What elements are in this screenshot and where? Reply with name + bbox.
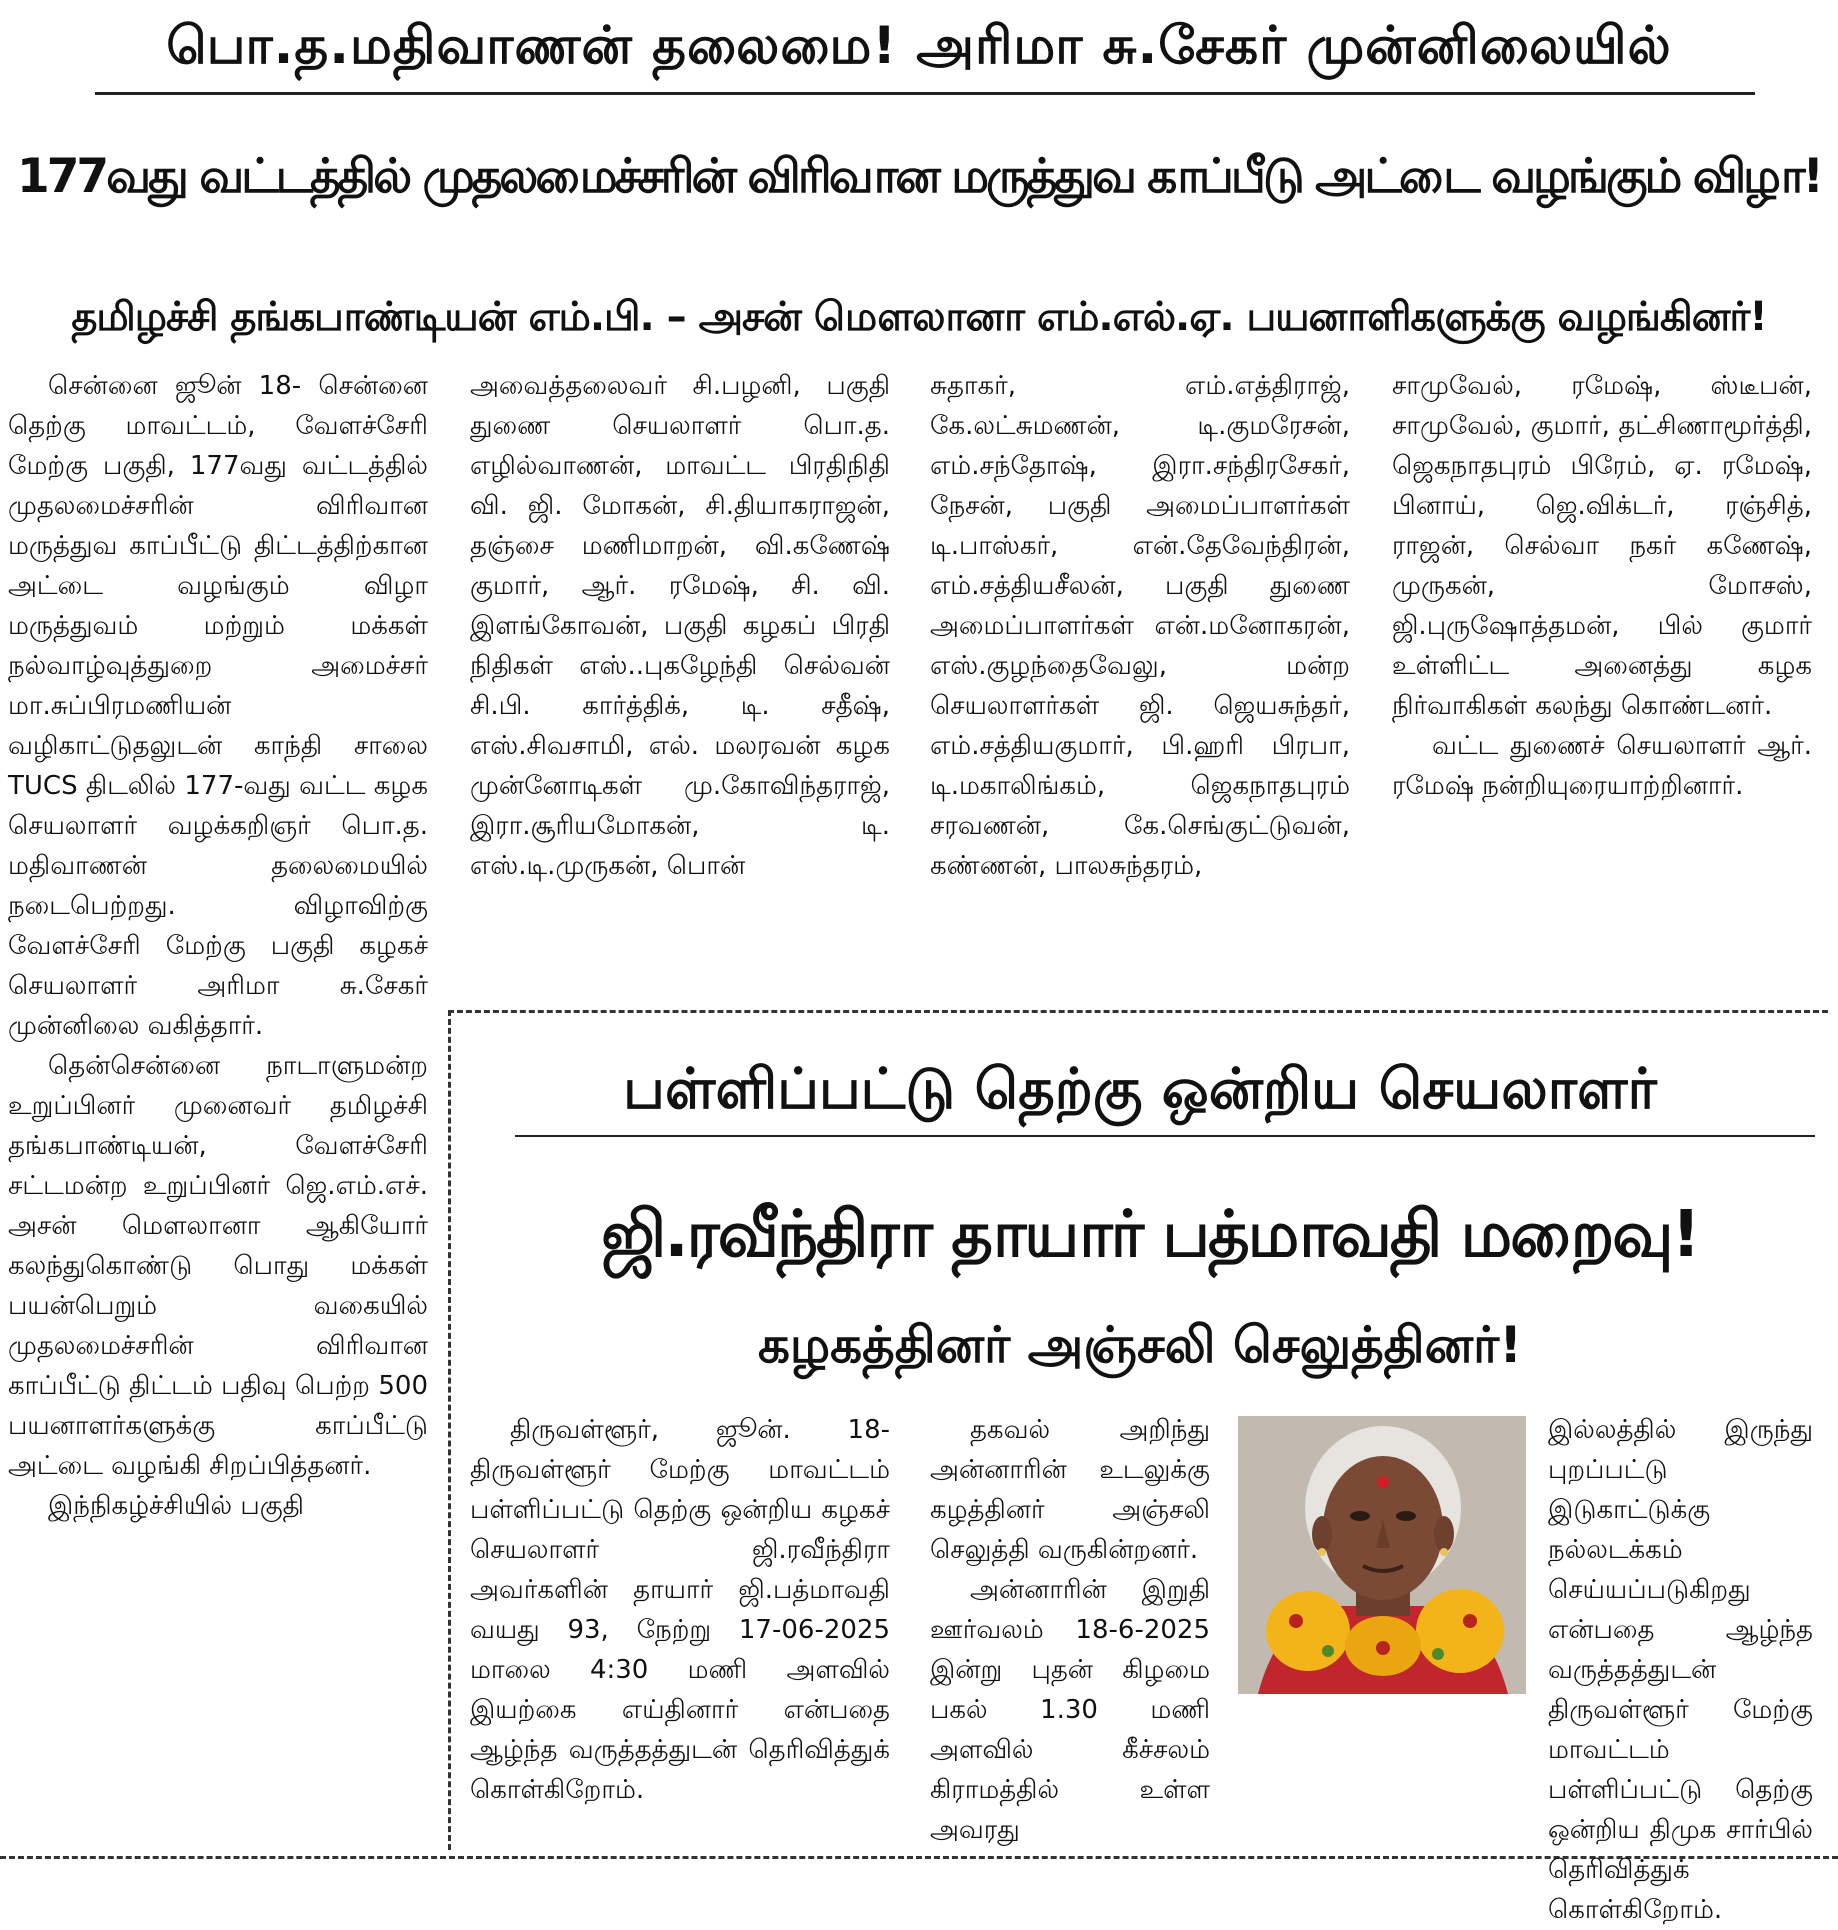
obituary-kicker-rule	[515, 1135, 1815, 1137]
kicker-rule	[95, 92, 1755, 95]
story-column-1	[8, 366, 428, 1850]
obituary-column-1	[470, 1410, 890, 1850]
obituary-col2-para-2: அன்னாரின் இறுதி ஊர்வலம் 18-6-2025 இன்று புதன் கிழமை பகல் 1.30 மணி அளவில் கீச்சலம் கிராமத்தில் உள்ள அவரது	[930, 1575, 1210, 1845]
story-column-3	[930, 366, 1350, 1006]
story-col1-para-2: தென்சென்னை நாடாளுமன்ற உறுப்பினர் முனைவர் தமிழச்சி தங்கபாண்டியன், வேளச்சேரி சட்டமன்ற உறுப்பினர் ஜெ.எம்.எச். அசன் மௌலானா ஆகியோர் கலந்துகொண்டு பொது மக்கள் பயன்பெறும் வகையில் முதலமைச்சரின் விரிவான காப்பீட்டு திட்டம் பதிவு பெற்ற 500 பயனாளர்களுக்கு காப்பீட்டு அட்டை வழங்கி சிறப்பித்தனர்.	[8, 1051, 428, 1481]
story-column-2	[470, 366, 890, 1006]
portrait-illustration	[1238, 1416, 1526, 1694]
obituary-col1-text: திருவள்ளூர், ஜூன். 18- திருவள்ளூர் மேற்கு மாவட்டம் பள்ளிப்பட்டு தெற்கு ஒன்றிய கழகச் செயலாளர் ஜி.ரவீந்திரா அவர்களின் தாயார் ஜி.பத்மாவதி வயது 93, நேற்று 17-06-2025 மாலை 4:30 மணி அளவில் இயற்கை எய்தினார் என்பதை ஆழ்ந்த வருத்தத்துடன் தெரிவித்துக் கொள்கிறோம்.	[470, 1415, 890, 1805]
story-col4-para-2: வட்ட துணைச் செயலாளர் ஆர். ரமேஷ் நன்றியுரையாற்றினார்.	[1392, 731, 1812, 801]
obituary-col2-para-1: தகவல் அறிந்து அன்னாரின் உடலுக்கு கழத்தினர் அஞ்சலி செலுத்தி வருகின்றனர்.	[930, 1415, 1210, 1565]
obituary-col3-text: இல்லத்தில் இருந்து புறப்பட்டு இடுகாட்டுக்கு நல்லடக்கம் செய்யப்படுகிறது என்பதை ஆழ்ந்த வருத்தத்துடன் திருவள்ளூர் மேற்கு மாவட்டம் பள்ளிப்பட்டு தெற்கு ஒன்றிய திமுக சார்பில் தெரிவித்துக் கொள்கிறோம்.	[1548, 1415, 1813, 1925]
obituary-column-3	[1548, 1410, 1813, 1925]
obituary-subheadline: கழகத்தினர் அஞ்சலி செலுத்தினர்!	[757, 1316, 1523, 1374]
story-col3-text: சுதாகர், எம்.எத்திராஜ், கே.லட்சுமணன், டி.குமரேசன், எம்.சந்தோஷ், இரா.சந்திரசேகர், நேசன், பகுதி அமைப்பாளர்கள் டி.பாஸ்கர், என்.தேவேந்திரன், எம்.சத்தியசீலன், பகுதி துணை அமைப்பாளர்கள் என்.மனோகரன், எஸ்.குழந்தைவேலு, மன்ற செயலாளர்கள் ஜி. ஜெயசுந்தர், எம்.சத்தியகுமார், பி.ஹரி பிரபா, டி.மகாலிங்கம், ஜெகநாதபுரம் சரவணன், கே.செங்குட்டுவன், கண்ணன், பாலசுந்தரம்,	[930, 371, 1350, 881]
obituary-headline: ஜி.ரவீந்திரா தாயார் பத்மாவதி மறைவு!	[601, 1198, 1699, 1272]
obituary-left-divider	[448, 1010, 451, 1850]
story-kicker: பொ.த.மதிவாணன் தலைமை! அரிமா சு.சேகர் முன்னிலையில்	[166, 16, 1672, 76]
portrait-photo	[1238, 1416, 1526, 1694]
story-col1-para-3: இந்நிகழ்ச்சியில் பகுதி	[48, 1491, 304, 1521]
story-subheadline: தமிழச்சி தங்கபாண்டியன் எம்.பி. – அசன் மௌலானா எம்.எல்.ஏ. பயனாளிகளுக்கு வழங்கினர்!	[71, 294, 1767, 340]
obituary-top-divider	[448, 1010, 1828, 1013]
story-column-4	[1392, 366, 1812, 1006]
story-col2-text: அவைத்தலைவர் சி.பழனி, பகுதி துணை செயலாளர் பொ.த. எழில்வாணன், மாவட்ட பிரதிநிதி வி. ஜி. மோகன், சி.தியாகராஜன், தஞ்சை மணிமாறன், வி.கணேஷ் குமார், ஆர். ரமேஷ், சி. வி. இளங்கோவன், பகுதி கழகப் பிரதி நிதிகள் எஸ்..புகழேந்தி செல்வன் சி.பி. கார்த்திக், டி. சதீஷ், எஸ்.சிவசாமி, எல். மலரவன் கழக முன்னோடிகள் மு.கோவிந்தராஜ், இரா.சூரியமோகன், டி. எஸ்.டி.முருகன், பொன்	[470, 371, 890, 881]
obituary-kicker: பள்ளிப்பட்டு தெற்கு ஒன்றிய செயலாளர்	[623, 1057, 1657, 1122]
obituary-column-2	[930, 1410, 1210, 1850]
story-col4-para-1: சாமுவேல், ரமேஷ், ஸ்டீபன், சாமுவேல், குமார், தட்சிணாமூர்த்தி, ஜெகநாதபுரம் பிரேம், ஏ. ரமேஷ், பினாய், ஜெ.விக்டர், ரஞ்சித், ராஜன், செல்வா நகர் கணேஷ், முருகன், மோசஸ், ஜி.புருஷோத்தமன், பில் குமார் உள்ளிட்ட அனைத்து கழக நிர்வாகிகள் கலந்து கொண்டனர்.	[1392, 371, 1812, 721]
story-col1-para-1: சென்னை ஜூன் 18- சென்னை தெற்கு மாவட்டம், வேளச்சேரி மேற்கு பகுதி, 177வது வட்டத்தில் முதலமைச்சரின் விரிவான மருத்துவ காப்பீட்டு திட்டத்திற்கான அட்டை வழங்கும் விழா மருத்துவம் மற்றும் மக்கள் நல்வாழ்வுத்துறை அமைச்சர் மா.சுப்பிரமணியன் வழிகாட்டுதலுடன் காந்தி சாலை TUCS திடலில் 177-வது வட்ட கழக செயலாளர் வழக்கறிஞர் பொ.த. மதிவாணன் தலைமையில் நடைபெற்றது. விழாவிற்கு வேளச்சேரி மேற்கு பகுதி கழகச் செயலாளர் அரிமா சு.சேகர் முன்னிலை வகித்தார்.	[8, 371, 428, 1041]
story-headline: 177வது வட்டத்தில் முதலமைச்சரின் விரிவான மருத்துவ காப்பீடு அட்டை வழங்கும் விழா!	[17, 149, 1821, 204]
